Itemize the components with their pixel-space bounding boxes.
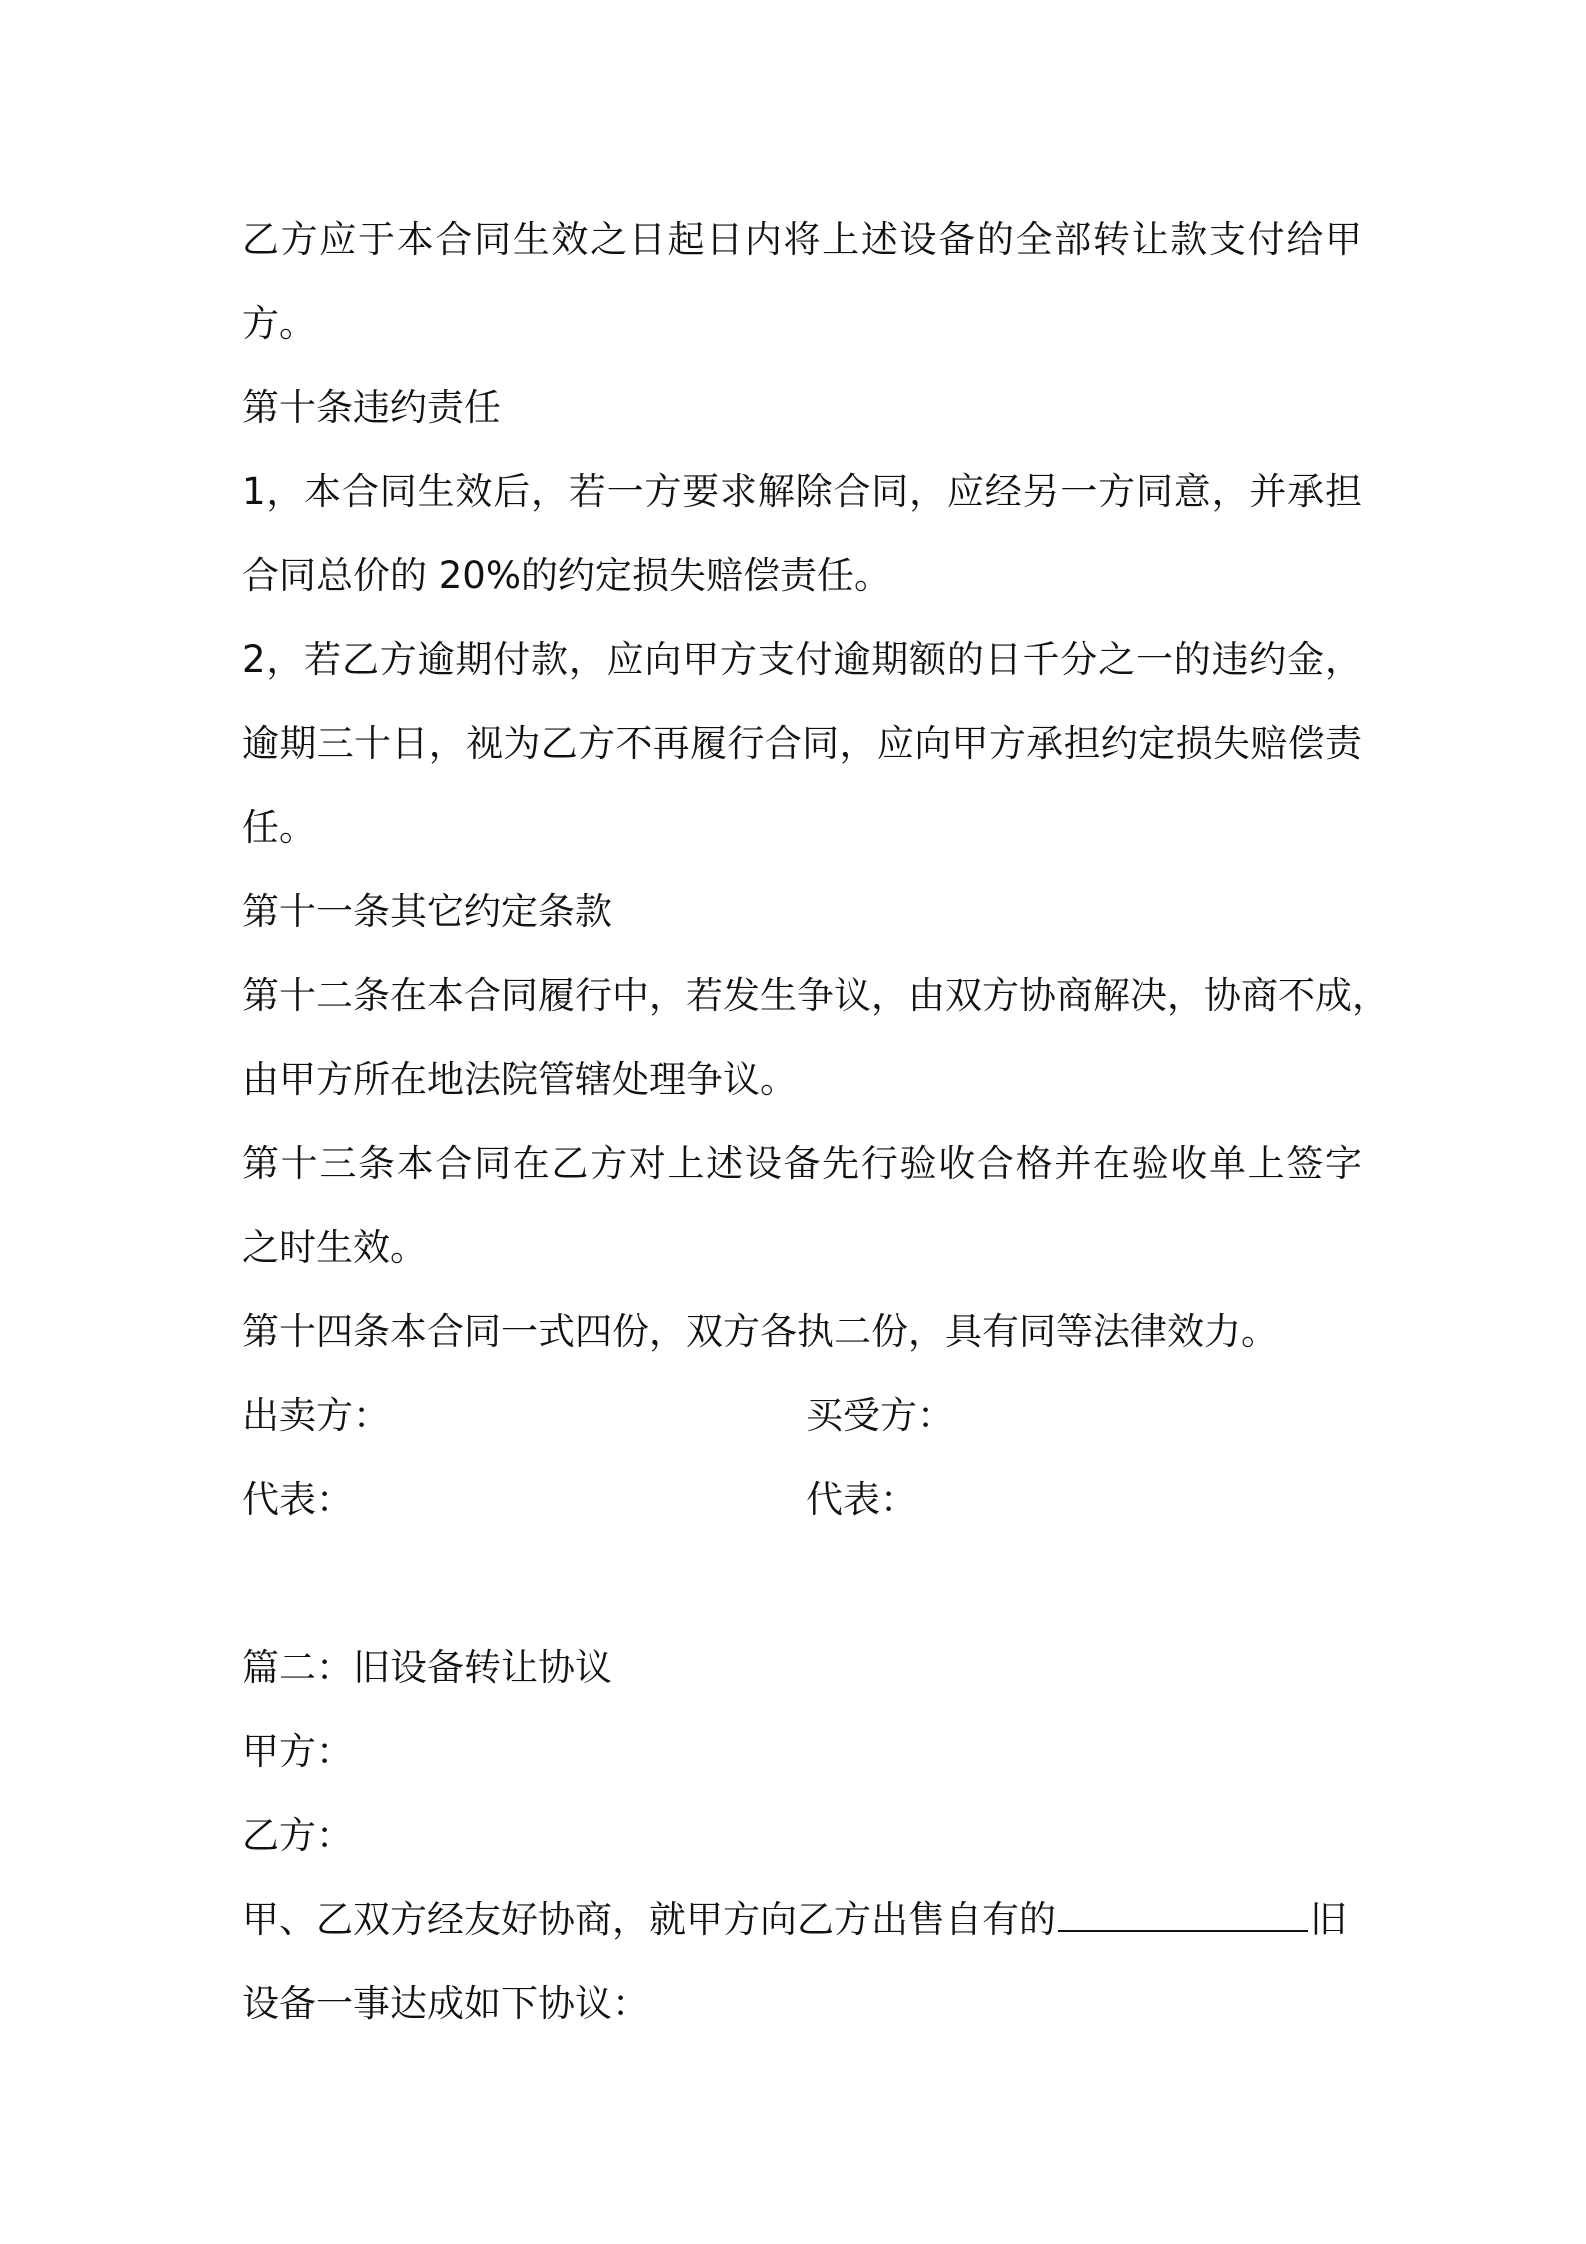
signature-row-parties (242, 1374, 1362, 1458)
paragraph-line: 逾期三十日，视为乙方不再履行合同，应向甲方承担约定损失赔偿责 (242, 722, 1362, 765)
seller-rep-label: 代表： (242, 1478, 353, 1521)
part-2-title: 篇二：旧设备转让协议 (242, 1646, 612, 1689)
paragraph-line: 合同总价的 20%的约定损失赔偿责任。 (242, 554, 891, 597)
paragraph-line: 2，若乙方逾期付款，应向甲方支付逾期额的日千分之一的违约金， (242, 638, 1362, 681)
intro-text-before-blank: 甲、乙双方经友好协商，就甲方向乙方出售自有的 (242, 1898, 1056, 1941)
paragraph-line: 1，本合同生效后，若一方要求解除合同，应经另一方同意，并承担 (242, 470, 1362, 513)
paragraph-line: 第十三条本合同在乙方对上述设备先行验收合格并在验收单上签字 (242, 1142, 1362, 1185)
paragraph-line: 第十二条在本合同履行中，若发生争议，由双方协商解决，协商不成， (242, 974, 1389, 1017)
paragraph-line: 任。 (242, 806, 316, 849)
signature-row-representatives (242, 1458, 1362, 1542)
paragraph-line: 第十四条本合同一式四份，双方各执二份，具有同等法律效力。 (242, 1310, 1278, 1353)
paragraph-line: 方。 (242, 302, 316, 345)
agreement-intro-line (242, 1878, 1362, 1962)
party-a-label: 甲方： (242, 1730, 353, 1773)
buyer-label: 买受方： (806, 1394, 954, 1437)
seller-label: 出卖方： (242, 1394, 390, 1437)
document-page (242, 198, 1389, 2046)
equipment-name-blank (1058, 1896, 1308, 1932)
party-b-label: 乙方： (242, 1814, 353, 1857)
paragraph-line: 由甲方所在地法院管辖处理争议。 (242, 1058, 797, 1101)
intro-text-after-blank: 旧 (1310, 1898, 1347, 1941)
paragraph-line: 乙方应于本合同生效之日起日内将上述设备的全部转让款支付给甲 (242, 218, 1362, 261)
article-10-title: 第十条违约责任 (242, 386, 501, 429)
paragraph-line: 之时生效。 (242, 1226, 427, 1269)
buyer-rep-label: 代表： (806, 1478, 917, 1521)
paragraph-line: 设备一事达成如下协议： (242, 1982, 649, 2025)
article-11-title: 第十一条其它约定条款 (242, 890, 612, 933)
section-spacer (242, 1542, 1362, 1626)
